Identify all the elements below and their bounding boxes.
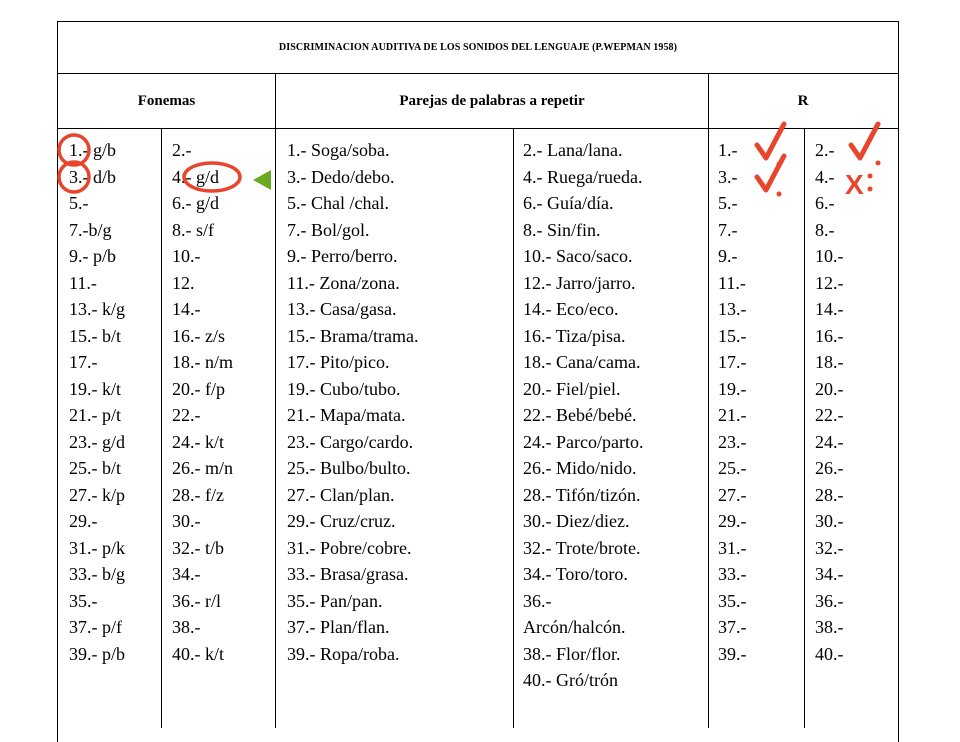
list-item: 28.- (815, 484, 844, 505)
list-item: 13.- Casa/gasa. (287, 299, 397, 319)
x-mark: X (845, 169, 864, 200)
list-item: 30.- (815, 511, 844, 531)
list-item: 20.- Fiel/piel. (523, 378, 621, 399)
header-r: R (797, 92, 809, 109)
list-item: 16.- z/s (172, 325, 225, 346)
list-item: 32.- t/b (172, 537, 224, 558)
list-item: 19.- k/t (69, 378, 121, 399)
body-divider-5 (804, 128, 805, 728)
list-item: 20.- f/p (172, 378, 225, 399)
list-item: 22.- Bebé/bebé. (523, 405, 637, 425)
list-item: 11.- Zona/zona. (287, 272, 400, 293)
list-item: 23.- (718, 431, 747, 452)
list-item: 37.- (718, 617, 747, 637)
list-item: 16.- (815, 325, 844, 346)
list-item: 21.- p/t (69, 405, 121, 425)
list-item: 29.- (718, 511, 747, 531)
body-divider-1 (161, 128, 162, 728)
list-item: 25.- b/t (69, 458, 121, 478)
list-item: 24.- k/t (172, 431, 224, 452)
list-item: 36.- (523, 590, 552, 611)
header-fonemas: Fonemas (137, 92, 196, 109)
list-item: 31.- p/k (69, 537, 125, 558)
column-fonemas-odd (69, 137, 125, 667)
list-item: 8.- s/f (172, 219, 214, 240)
list-item: 38.- (815, 617, 844, 637)
list-item: 34.- Toro/toro. (523, 564, 628, 584)
list-item: 15.- (718, 325, 747, 346)
list-item: 23.- Cargo/cardo. (287, 431, 414, 452)
list-item: 1.- g/b (69, 140, 116, 160)
list-item: 17.- (69, 352, 98, 372)
list-item: 34.- (172, 564, 201, 584)
list-item: 36.- (815, 590, 844, 611)
list-item: 8.- Sin/fin. (523, 219, 601, 240)
list-item: 7.- (718, 219, 738, 240)
list-item: 34.- (815, 564, 844, 584)
body-divider-2 (275, 128, 276, 728)
list-item: 33.- Brasa/grasa. (287, 564, 409, 584)
list-item: 40.- Gró/trón (523, 670, 618, 690)
list-item: 38.- Flor/flor. (523, 643, 621, 664)
list-item: 25.- Bulbo/bulto. (287, 458, 411, 478)
list-item: 2.- (815, 140, 835, 160)
list-item: 1.- (718, 140, 738, 160)
column-parejas-odd (287, 137, 418, 667)
list-item: 6.- g/d (172, 193, 219, 213)
list-item: 14.- (815, 299, 844, 319)
list-item: 4.- Ruega/rueda. (523, 166, 643, 187)
list-item: 13.- (718, 299, 747, 319)
list-item: 19.- (718, 378, 747, 399)
list-item: Arcón/halcón. (523, 617, 626, 637)
list-item: 4.- (815, 166, 835, 187)
body-divider-4 (708, 128, 709, 728)
list-item: 2.- (172, 140, 192, 160)
list-item: 32.- (815, 537, 844, 558)
document-title: DISCRIMINACION AUDITIVA DE LOS SONIDOS DEL LENGUAJE (P.WEPMAN 1958) (278, 41, 678, 53)
list-item: 37.- Plan/flan. (287, 617, 390, 637)
column-r-odd (718, 137, 747, 667)
list-item: 4.- g/d (172, 166, 219, 187)
list-item: 18.- n/m (172, 352, 233, 372)
header-parejas: Parejas de palabras a repetir (399, 92, 585, 109)
list-item: 18.- Cana/cama. (523, 352, 641, 372)
list-item: 29.- Cruz/cruz. (287, 511, 396, 531)
list-item: 17.- (718, 352, 747, 372)
column-r-even (815, 137, 844, 667)
column-fonemas-even (172, 137, 233, 667)
list-item: 39.- p/b (69, 643, 125, 664)
list-item: 9.- (718, 246, 738, 266)
list-item: 8.- (815, 219, 835, 240)
list-item: 6.- Guía/día. (523, 193, 614, 213)
list-item: 19.- Cubo/tubo. (287, 378, 401, 399)
list-item: 39.- Ropa/roba. (287, 643, 400, 664)
list-item: 40.- k/t (172, 643, 224, 664)
list-item: 11.- (718, 272, 746, 293)
list-item: 35.- (718, 590, 747, 611)
list-item: 6.- (815, 193, 835, 213)
list-item: 15.- b/t (69, 325, 121, 346)
list-item: 14.- (172, 299, 201, 319)
list-item: 22.- (815, 405, 844, 425)
list-item: 16.- Tiza/pisa. (523, 325, 626, 346)
list-item: 1.- Soga/soba. (287, 140, 390, 160)
list-item: 15.- Brama/trama. (287, 325, 419, 346)
list-item: 24.- (815, 431, 844, 452)
list-item: 18.- (815, 352, 844, 372)
list-item: 5.- (69, 193, 89, 213)
list-item: 37.- p/f (69, 617, 122, 637)
list-item: 7.-b/g (69, 219, 112, 240)
list-item: 3.- Dedo/debo. (287, 166, 395, 187)
list-item: 5.- (718, 193, 738, 213)
list-item: 25.- (718, 458, 747, 478)
list-item: 28.- Tifón/tizón. (523, 484, 641, 505)
list-item: 13.- k/g (69, 299, 125, 319)
list-item: 3.- d/b (69, 166, 116, 187)
list-item: 33.- b/g (69, 564, 125, 584)
list-item: 35.- (69, 590, 98, 611)
list-item: 5.- Chal /chal. (287, 193, 389, 213)
list-item: 9.- p/b (69, 246, 116, 266)
list-item: 21.- Mapa/mata. (287, 405, 406, 425)
list-item: 31.- Pobre/cobre. (287, 537, 412, 558)
list-item: 30.- Diez/diez. (523, 511, 630, 531)
list-item: 9.- Perro/berro. (287, 246, 398, 266)
list-item: 32.- Trote/brote. (523, 537, 641, 558)
list-item: 27.- k/p (69, 484, 125, 505)
list-item: 11.- (69, 272, 97, 293)
list-item: 29.- (69, 511, 98, 531)
column-parejas-even (523, 137, 643, 694)
list-item: 26.- Mido/nido. (523, 458, 637, 478)
list-item: 38.- (172, 617, 201, 637)
list-item: 30.- (172, 511, 201, 531)
list-item: 27.- (718, 484, 747, 505)
list-item: 7.- Bol/gol. (287, 219, 370, 240)
list-item: 33.- (718, 564, 747, 584)
header-row-divider (57, 128, 899, 129)
list-item: 40.- (815, 643, 844, 664)
list-item: 3.- (718, 166, 738, 187)
body-divider-3 (513, 128, 514, 728)
list-item: 10.- Saco/saco. (523, 246, 633, 266)
list-item: 12.- (815, 272, 844, 293)
list-item: 26.- (815, 458, 844, 478)
list-item: 36.- r/l (172, 590, 221, 611)
list-item: 26.- m/n (172, 458, 233, 478)
list-item: 2.- Lana/lana. (523, 140, 623, 160)
list-item: 10.- (172, 246, 201, 266)
list-item: 10.- (815, 246, 844, 266)
list-item: 21.- (718, 405, 747, 425)
list-item: 14.- Eco/eco. (523, 299, 619, 319)
list-item: 23.- g/d (69, 431, 125, 452)
list-item: 24.- Parco/parto. (523, 431, 644, 452)
list-item: 39.- (718, 643, 747, 664)
list-item: 12. (172, 272, 195, 293)
list-item: 27.- Clan/plan. (287, 484, 395, 505)
list-item: 12.- Jarro/jarro. (523, 272, 636, 293)
list-item: 22.- (172, 405, 201, 425)
list-item: 35.- Pan/pan. (287, 590, 383, 611)
list-item: 28.- f/z (172, 484, 224, 505)
list-item: 17.- Pito/pico. (287, 352, 390, 372)
list-item: 31.- (718, 537, 747, 558)
list-item: 20.- (815, 378, 844, 399)
